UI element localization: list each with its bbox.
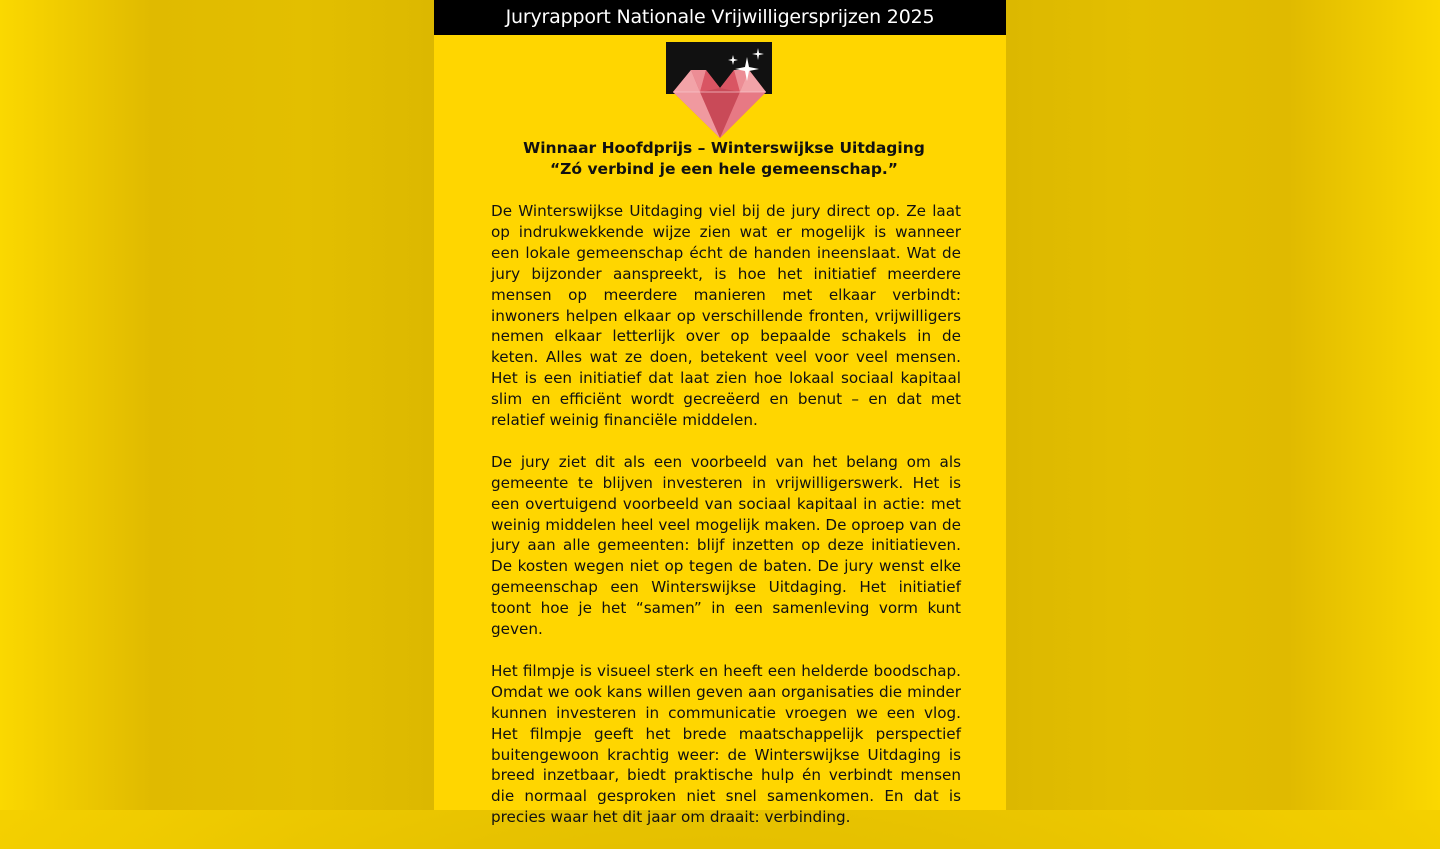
diamond-heart-icon	[666, 42, 774, 140]
paragraph: Het filmpje is visueel sterk en heeft een helderde boodschap. Omdat we ook kans willen geven aan organisaties die minder kunnen investeren in communicatie vroegen we een vlog. Het filmpje geeft het brede maatschappelijk perspectief buitengewoon krachtig weer: de Winterswijkse Uitdaging is breed inzetbaar, biedt praktische hulp én verbindt mensen die normaal gesproken niet snel samenkomen. En dat is precies waar het dit jaar om draait: verbinding.	[491, 661, 961, 827]
paragraph: De Winterswijkse Uitdaging viel bij de jury direct op. Ze laat op indrukwekkende wijze zien wat er mogelijk is wanneer een lokale gemeenschap écht de handen ineenslaat. Wat de jury bijzonder aanspreekt, is hoe het initiatief meerdere mensen op meerdere manieren met elkaar verbindt: inwoners helpen elkaar op verschillende fronten, vrijwilligers nemen elkaar letterlijk over op bepaalde schakels in de keten. Alles wat ze doen, betekent veel voor veel mensen. Het is een initiatief dat laat zien hoe lokaal sociaal kapitaal slim en efficiënt wordt gecreëerd en benut – en dat met relatief weinig financiële middelen.	[491, 202, 961, 430]
heading-winner: Winnaar Hoofdprijs – Winterswijkse Uitdaging	[523, 139, 925, 157]
document-page	[434, 0, 1006, 827]
paragraph: De jury ziet dit als een voorbeeld van het belang om als gemeente te blijven investeren in vrijwilligerswerk. Het is een overtuigend voorbeeld van sociaal kapitaal in actie: met weinig middelen heel veel mogelijk maken. De oproep van de jury aan alle gemeenten: blijf inzetten op deze initiatieven. De kosten wegen niet op tegen de baten. De jury wenst elke gemeenschap een Winterswijkse Uitdaging. Het initiatief toont hoe je het “samen” in een samenleving vorm kunt geven.	[491, 452, 961, 639]
document-title: Juryrapport Nationale Vrijwilligersprijzen 2025	[434, 0, 1006, 35]
report-body	[491, 201, 961, 849]
award-heading	[434, 138, 1014, 180]
heading-quote: “Zó verbind je een hele gemeenschap.”	[549, 160, 898, 178]
background-left	[0, 0, 434, 810]
background-right	[1006, 0, 1440, 810]
